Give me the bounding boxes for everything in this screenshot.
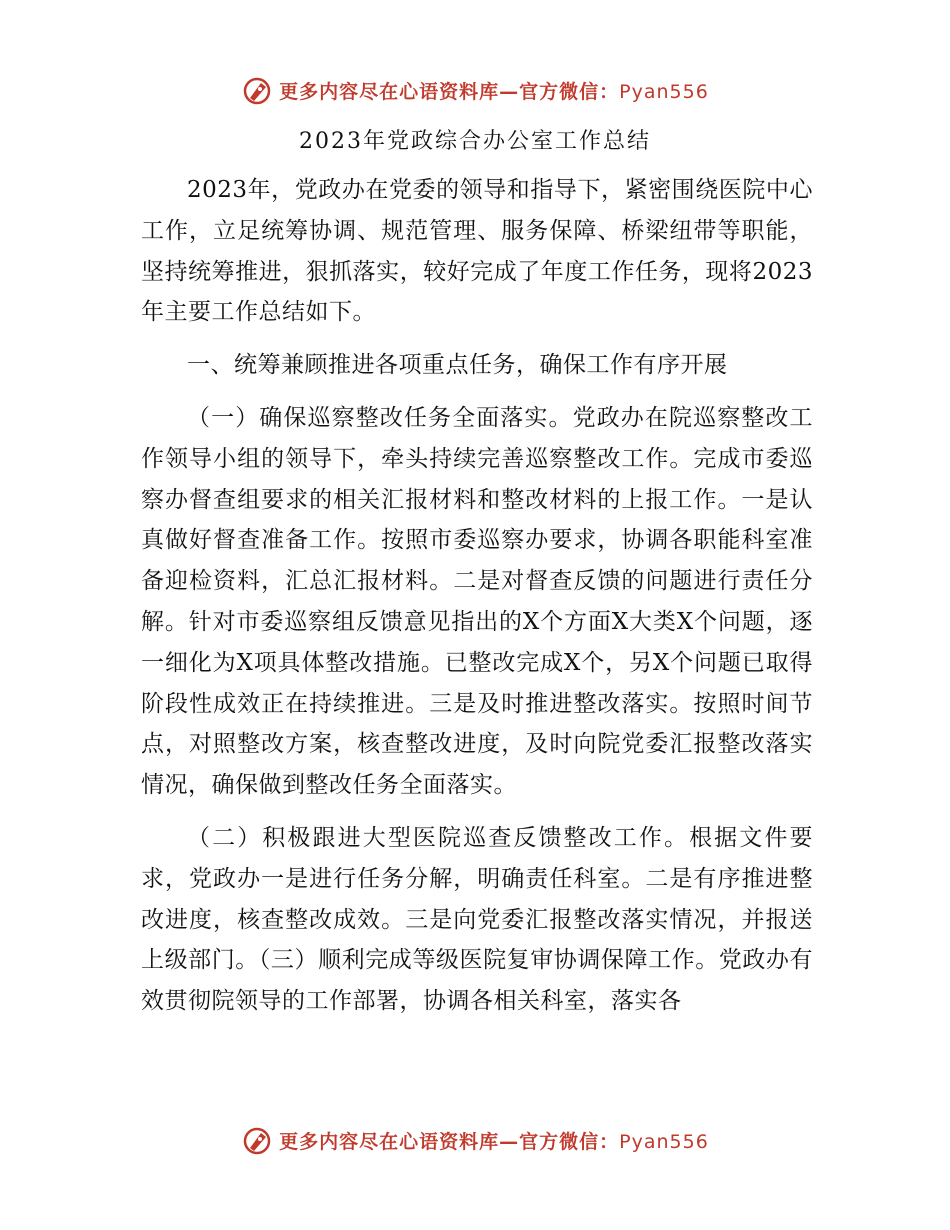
- paragraph-1: （一）确保巡察整改任务全面落实。党政办在院巡察整改工作领导小组的领导下，牵头持续完善巡察整改工作。完成市委巡察办督查组要求的相关汇报材料和整改材料的上报工作。一是认真做好督查准备工作。按照市委巡察办要求，协调各职能科室准备迎检资料，汇总汇报材料。二是对督查反馈的问题进行责任分解。针对市委巡察组反馈意见指出的X个方面X大类X个问题，逐一细化为X项具体整改措施。已整改完成X个，另X个问题已取得阶段性成效正在持续推进。三是及时推进整改落实。按照时间节点，对照整改方案，核查整改进度，及时向院党委汇报整改落实情况，确保做到整改任务全面落实。: [141, 404, 813, 799]
- watermark-text: 更多内容尽在心语资料库—官方微信：Pyan556: [279, 1130, 709, 1153]
- section-heading: 一、统筹兼顾推进各项重点任务，确保工作有序开展: [187, 352, 728, 379]
- document-body: [141, 170, 813, 1022]
- paragraph-2: （二）积极跟进大型医院巡查反馈整改工作。根据文件要求，党政办一是进行任务分解，明确责任科室。二是有序推进整改进度，核查整改成效。三是向党委汇报整改落实情况，并报送上级部门。（三）顺利完成等级医院复审协调保障工作。党政办有效贯彻院领导的工作部署，协调各相关科室，落实各: [141, 824, 813, 1015]
- intro-paragraph: 2023年，党政办在党委的领导和指导下，紧密围绕医院中心工作，立足统筹协调、规范管理、服务保障、桥梁纽带等职能，坚持统筹推进，狠抓落实，较好完成了年度工作任务，现将2023年主要工作总结如下。: [141, 177, 813, 326]
- pen-nib-circle-icon: [241, 74, 273, 106]
- pen-nib-circle-icon: [241, 1124, 273, 1156]
- document-title: 2023年党政综合办公室工作总结: [299, 129, 651, 154]
- watermark-text: 更多内容尽在心语资料库—官方微信：Pyan556: [279, 80, 709, 103]
- watermark-wechat-id: Pyan556: [619, 80, 709, 103]
- watermark-banner-top: [0, 70, 950, 110]
- watermark-wechat-id: Pyan556: [619, 1130, 709, 1153]
- watermark-banner-bottom: [0, 1120, 950, 1160]
